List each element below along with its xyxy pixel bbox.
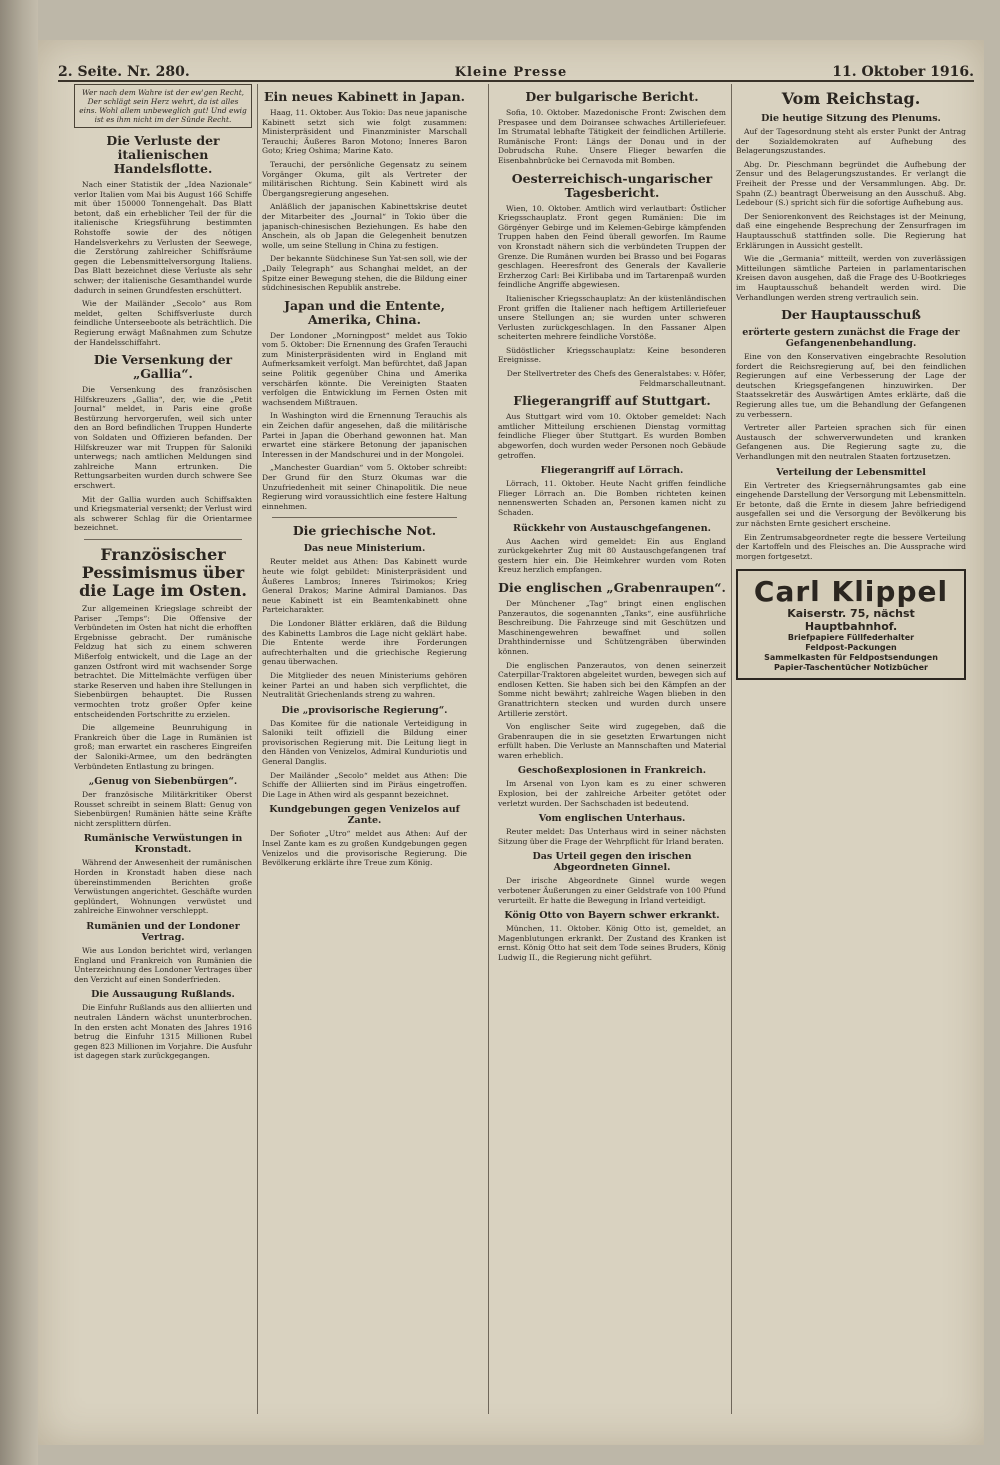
article-heading: Der bulgarische Bericht. bbox=[525, 89, 699, 104]
article-text: Sofia, 10. Oktober. Mazedonische Front: Zwischen dem Prespasee und dem Doiransee schwaches Artilleriefeuer. Im Strumatal lebhafte Tätigkeit der feindlichen Artillerie. Rumänische Front: Längs der Donau und in der Dobrudscha Ruhe. Unsere Flieger bewarfen die Eisenbahnbrücke bei Cernavoda mit Bomben. bbox=[498, 108, 726, 165]
article-text: Der Sofioter „Utro“ meldet aus Athen: Auf der Insel Zante kam es zu großen Kundgebungen gegen Venizelos und die provisorische Regierung. Die Bevölkerung erklärte ihre Treue zum König. bbox=[262, 829, 467, 868]
article-subheading: Vom englischen Unterhaus. bbox=[538, 813, 686, 825]
article-text: Eine von den Konservativen eingebrachte Resolution fordert die Reichsregierung auf, bei den feindlichen Regierungen auf eine Verbesserung der Lage der deutschen Kriegsgefangenen hinzuwirken. Der Staatssekretär des Auswärtigen Amtes erklärte, daß die Regierung alles tue, um die Behandlung der Gefangenen zu verbessern. bbox=[736, 352, 966, 419]
article-subheading: Das Urteil gegen den irischen Abgeordneten Ginnel. bbox=[532, 851, 692, 874]
page-label: 2. Seite. bbox=[58, 64, 123, 80]
article-text: Aus Stuttgart wird vom 10. Oktober gemeldet: Nach amtlicher Mitteilung erschienen Dienstag vormittag feindliche Flieger über Stuttgart. Es wurden Bomben abgeworfen, doch wurden weder Personen noch Gebäude getroffen. bbox=[498, 412, 726, 460]
article-text: Die allgemeine Beunruhigung in Frankreich über die Lage in Rumänien ist groß; man erwartet ein rascheres Eingreifen der Saloniki-Armee, um den bedrängten Verbündeten Entlastung zu bringen. bbox=[74, 723, 252, 771]
article-text: Während der Anwesenheit der rumänischen Horden in Kronstadt haben diese nach übereinstimmenden Berichten große Verwüstungen angerichtet. Geschäfte wurden geplündert, Wohnungen verwüstet und zahlreiche Einwohner verschleppt. bbox=[74, 858, 252, 916]
article-text: Reuter meldet: Das Unterhaus wird in seiner nächsten Sitzung über die Frage der Wehrpflicht für Irland beraten. bbox=[498, 827, 726, 846]
article-text: Mit der Gallia wurden auch Schiffsakten und Kriegsmaterial versenkt; der Verlust wird als schwerer Schlag für die Orientarmee bezeichnet. bbox=[74, 494, 252, 533]
divider bbox=[84, 539, 242, 540]
page-number-label bbox=[58, 64, 190, 80]
article-text: Die englischen Panzerautos, von denen seinerzeit Caterpillar-Traktoren abgeleitet wurden, bewegen sich auf endlosen Ketten. Sie haben sich bei den Kämpfen an der Somme nicht bewährt; zahlreiche Wagen blieben in den Granattrichtern stecken und wurden durch unsere Artillerie zerstört. bbox=[498, 660, 726, 718]
article-text: Der bekannte Südchinese Sun Yat-sen soll, wie der „Daily Telegraph“ aus Schanghai meldet, an der Spitze einer Bewegung stehen, die die Bildung einer südchinesischen Republik anstrebe. bbox=[262, 254, 467, 293]
article-text: Der Mailänder „Secolo“ meldet aus Athen: Die Schiffe der Alliierten sind im Piräus eingetroffen. Die Lage in Athen wird als gespannt bezeichnet. bbox=[262, 770, 467, 799]
article-text: Die Versenkung des französischen Hilfskreuzers „Gallia“, der, wie die „Petit Journal“ meldet, in Paris eine große Bestürzung hervorgerufen, weil sich unter den an Bord befindlichen Truppen Hunderte von Soldaten und Offizieren befanden. Der Hilfskreuzer war mit Truppen für Saloniki unterwegs; nach amtlichen Meldungen sind zahlreiche Mann ertrunken. Die Rettungsarbeiten wurden durch schwere See erschwert. bbox=[74, 385, 252, 491]
ad-address: Kaiserstr. 75, nächst Hauptbahnhof. bbox=[787, 607, 915, 634]
advertisement-box bbox=[736, 569, 966, 680]
article-text: Lörrach, 11. Oktober. Heute Nacht griffen feindliche Flieger Lörrach an. Die Bomben richteten keinen nennenswerten Schaden an, Personen kamen nicht zu Schaden. bbox=[498, 479, 726, 517]
article-heading: Französischer Pessimismus über die Lage im Osten. bbox=[79, 545, 247, 600]
column-3 bbox=[498, 84, 726, 1414]
article-text: Der Stellvertreter des Chefs des Generalstabes: v. Höfer, Feldmarschalleutnant. bbox=[506, 369, 726, 388]
masthead: Kleine Presse bbox=[454, 65, 568, 80]
column-rule bbox=[257, 84, 258, 1414]
article-text: Die Londoner Blätter erklären, daß die Bildung des Kabinetts Lambros die Lage nicht geklärt habe. Die Entente werde ihre Forderungen aufrechterhalten und die griechische Regierung genau überwachen. bbox=[262, 618, 467, 667]
article-text: Von englischer Seite wird zugegeben, daß die Grabenraupen die in sie gesetzten Erwartungen nicht erfüllt haben. Die Verluste an Mannschaften und Material waren erheblich. bbox=[498, 722, 726, 760]
column-1 bbox=[74, 84, 252, 1414]
article-text: Italienischer Kriegsschauplatz: An der küstenländischen Front griffen die Italiener nach heftigem Artilleriefeuer unsere Stellungen an; sie wurden unter schweren Verlusten zurückgeschlagen. In den Fassaner Alpen scheiterten mehrere feindliche Vorstöße. bbox=[498, 293, 726, 342]
article-text: Das Komitee für die nationale Verteidigung in Saloniki teilt offiziell die Bildung einer provisorischen Regierung mit. Die Leitung liegt in den Händen von Venizelos, Admiral Kunduriotis und General Danglis. bbox=[262, 718, 467, 767]
column-4 bbox=[736, 84, 966, 1414]
article-text: Anläßlich der japanischen Kabinettskrise deutet der Mitarbeiter des „Journal“ in Tokio über die japanisch-chinesischen Beziehungen. Es habe den Anschein, als ob Japan die Gelegenheit benutzen wolle, um seine Stellung in China zu festigen. bbox=[262, 202, 467, 250]
article-subheading: „Genug von Siebenbürgen“. bbox=[88, 776, 238, 788]
article-subheading: Die heutige Sitzung des Plenums. bbox=[761, 113, 941, 124]
article-text: Vertreter aller Parteien sprachen sich für einen Austausch der schwerverwundeten und kranken Gefangenen aus. Die Regierung sagte zu, die Verhandlungen mit den neutralen Staaten fortzusetzen. bbox=[736, 423, 966, 462]
article-subheading: Die Aussaugung Rußlands. bbox=[91, 989, 235, 1001]
article-heading: Japan und die Entente, Amerika, China. bbox=[284, 297, 445, 327]
article-text: Südöstlicher Kriegsschauplatz: Keine besonderen Ereignisse. bbox=[498, 345, 726, 365]
issue-number: Nr. 280. bbox=[126, 64, 190, 80]
article-subheading: Fliegerangriff auf Lörrach. bbox=[540, 465, 684, 477]
article-text: Reuter meldet aus Athen: Das Kabinett wurde heute wie folgt gebildet: Ministerpräsident und Äußeres Lambros; Inneres Tsirimokos; Krieg General Drakos; Marine Admiral Damianos. Das neue Kabinett ist ein Beamtenkabinett ohne Parteicharakter. bbox=[262, 557, 467, 615]
issue-date: 11. Oktober 1916. bbox=[832, 64, 974, 80]
ad-line: Papier-Taschentücher Notizbücher bbox=[774, 663, 928, 673]
ad-line: Sammelkasten für Feldpostsendungen bbox=[764, 653, 938, 663]
article-text: München, 11. Oktober. König Otto ist, gemeldet, an Magenblutungen erkrankt. Der Zustand des Kranken ist ernst. König Otto hat seit dem Tode seines Bruders, König Ludwig II., die Regierung nicht geführt. bbox=[498, 924, 726, 962]
article-text: Aus Aachen wird gemeldet: Ein aus England zurückgekehrter Zug mit 80 Austauschgefangenen traf gestern hier ein. Die Heimkehrer wurden vom Roten Kreuz herzlich empfangen. bbox=[498, 536, 726, 575]
article-subheading: Kundgebungen gegen Venizelos auf Zante. bbox=[269, 804, 460, 827]
article-text: Der französische Militärkritiker Oberst Rousset schreibt in seinem Blatt: Genug von Siebenbürgen! Rumänien hätte seine Kräfte nicht zersplittern dürfen. bbox=[74, 790, 252, 828]
ad-line: Feldpost-Packungen bbox=[805, 643, 897, 653]
article-text: Die Mitglieder des neuen Ministeriums gehören keiner Partei an und haben sich verpflichtet, die Neutralität Griechenlands streng zu wahren. bbox=[262, 670, 467, 700]
article-subheading: König Otto von Bayern schwer erkrankt. bbox=[504, 910, 720, 922]
poem-box: Wer nach dem Wahre ist der ew'gen Recht, Der schlägt sein Herz wehrt, da ist alles eins. Wohl allem unbeweglich gut! Und ewig ist es ihm nicht im der Sünde Recht. bbox=[74, 84, 252, 128]
article-subheading: Rumänische Verwüstungen in Kronstadt. bbox=[83, 833, 243, 856]
column-rule bbox=[731, 84, 732, 1414]
article-text: Ein Zentrumsabgeordneter regte die bessere Verteilung der Kartoffeln und des Fleisches an. Die Aussprache wird morgen fortgesetzt. bbox=[736, 532, 966, 561]
article-text: Nach einer Statistik der „Idea Nazionale“ verlor Italien vom Mai bis August 166 Schiffe mit über 150000 Tonnengehalt. Das Blatt betont, daß ein erheblicher Teil der für die italienische Kriegsführung bestimmten Rohstoffe sowie der des nötigen Handelsverkehrs zu Verlusten der Seewege, die Zerstörung zahlreicher Schiffsräume gegen die Lebensmittelversorgung Italiens. Das Blatt bezeichnet diese Verluste als sehr schwer; der italienische Gesamthandel wurde dadurch in seinen Grundfesten erschüttert. bbox=[74, 180, 252, 295]
article-subheading: Die „provisorische Regierung“. bbox=[281, 704, 448, 716]
article-text: Auf der Tagesordnung steht als erster Punkt der Antrag der Sozialdemokraten auf Aufhebung des Belagerungszustandes. bbox=[736, 127, 966, 156]
article-subheading: Das neue Ministerium. bbox=[303, 543, 426, 555]
article-text: Der Münchener „Tag“ bringt einen englischen Panzerautos, die sogenannten „Tanks“, eine ausführliche Beschreibung. Die Fahrzeuge sind mit Geschützen und Maschinengewehren bewaffnet und sollen Drahthindernisse und Schützengräben überwinden können. bbox=[498, 598, 726, 656]
article-heading: Ein neues Kabinett in Japan. bbox=[263, 89, 466, 104]
article-text: Der Seniorenkonvent des Reichstages ist der Meinung, daß eine eingehende Besprechung der Zensurfragen im Hauptausschuß stattfinden solle. Die Regierung hat Erklärungen in Aussicht gestellt. bbox=[736, 211, 966, 250]
article-text: Im Arsenal von Lyon kam es zu einer schweren Explosion, bei der zahlreiche Arbeiter getötet oder verletzt wurden. Der Sachschaden ist bedeutend. bbox=[498, 779, 726, 808]
article-text: Wie die „Germania“ mitteilt, werden von zuverlässigen Mitteilungen sämtliche Parteien in parlamentarischen Kreisen davon ausgehen, daß die Frage des U-Bootkrieges im Hauptausschuß behandelt werden wird. Die Verhandlungen werden streng vertraulich sein. bbox=[736, 254, 966, 302]
article-text: Terauchi, der persönliche Gegensatz zu seinem Vorgänger Okuma, gilt als Vertreter der militärischen Richtung. Sein Kabinett wird als Übergangsregierung angesehen. bbox=[262, 159, 467, 198]
page-header bbox=[58, 58, 974, 82]
article-text: Zur allgemeinen Kriegslage schreibt der Pariser „Temps“: Die Offensive der Verbündeten im Osten hat nicht die erhofften Ergebnisse gebracht. Der rumänische Feldzug hat sich zu einem schweren Mißerfolg entwickelt, und die Lage an der ganzen Ostfront wird mit wachsender Sorge betrachtet. Die Mittelmächte verfügen über starke Reserven und haben ihre Stellungen in Siebenbürgen behauptet. Die Russen vermochten trotz großer Opfer keine entscheidenden Fortschritte zu erzielen. bbox=[74, 604, 252, 719]
article-heading: Vom Reichstag. bbox=[781, 89, 921, 108]
article-text: Der irische Abgeordnete Ginnel wurde wegen verbotener Äußerungen zu einer Geldstrafe von 100 Pfund verurteilt. Er hatte die Bewegung in Irland verteidigt. bbox=[498, 876, 726, 905]
article-heading: Fliegerangriff auf Stuttgart. bbox=[513, 393, 711, 409]
article-heading: Die englischen „Grabenraupen“. bbox=[498, 579, 726, 595]
article-text: Ein Vertreter des Kriegsernährungsamtes gab eine eingehende Darstellung der Versorgung mit Lebensmitteln. Er betonte, daß die Ernte in diesem Jahre befriedigend ausgefallen sei und die Versorgung der Bevölkerung bis zur nächsten Ernte gesichert erscheine. bbox=[736, 480, 966, 528]
article-text: Haag, 11. Oktober. Aus Tokio: Das neue japanische Kabinett setzt sich wie folgt zusammen: Ministerpräsident und Finanzminister Marschall Terauchi; Äußeres Baron Motono; Inneres Baron Goto; Krieg Oshima; Marine Kato. bbox=[262, 108, 467, 156]
article-text: „Manchester Guardian“ vom 5. Oktober schreibt: Der Grund für den Sturz Okumas war die Unzufriedenheit mit seiner Chinapolitik. Die neue Regierung wird voraussichtlich eine festere Haltung einnehmen. bbox=[262, 463, 467, 511]
article-heading: Die Verluste der italienischen Handelsflotte. bbox=[106, 133, 220, 176]
article-text: Die Einfuhr Rußlands aus den alliierten und neutralen Ländern wächst ununterbrochen. In den ersten acht Monaten des Jahres 1916 betrug die Einfuhr 1315 Millionen Rubel gegen 823 Millionen im Vorjahre. Die Ausfuhr ist dagegen stark zurückgegangen. bbox=[74, 1003, 252, 1061]
article-subheading: Rumänien und der Londoner Vertrag. bbox=[86, 921, 240, 944]
article-subheading: Geschoßexplosionen in Frankreich. bbox=[517, 765, 707, 777]
article-heading: Oesterreichisch-ungarischer Tagesbericht. bbox=[511, 170, 713, 200]
ad-line: Briefpapiere Füllfederhalter bbox=[787, 633, 915, 643]
article-subheading: erörterte gestern zunächst die Frage der Gefangenenbehandlung. bbox=[742, 327, 960, 350]
article-subheading: Verteilung der Lebensmittel bbox=[776, 466, 926, 478]
article-text: Wie der Mailänder „Secolo“ aus Rom meldet, gelten Schiffsverluste durch feindliche Unterseeboote als beträchtlich. Die Regierung erwägt Maßnahmen zum Schutze der Handelsschiffahrt. bbox=[74, 299, 252, 347]
column-rule bbox=[488, 84, 489, 1414]
ad-company-name: Carl Klippel bbox=[753, 575, 949, 609]
book-spine bbox=[0, 0, 38, 1465]
article-text: Wien, 10. Oktober. Amtlich wird verlautbart: Östlicher Kriegsschauplatz. Front gegen Rumänien: Die im Görgényer Gebirge und im Kelemen-Gebirge kämpfenden Truppen haben den Feind überall geworfen. Im Raume von Kronstadt nähern sich die verbündeten Truppen der Grenze. Die Rumänen wurden bei Brasso und bei Fogaras geschlagen. Heeresfront des Generals der Kavallerie Erzherzog Carl: Bei Kirlibaba und im Tartarenpaß wurden feindliche Angriffe abgewiesen. bbox=[498, 203, 726, 290]
article-heading: Die Versenkung der „Gallia“. bbox=[93, 352, 233, 382]
article-text: Der Londoner „Morningpost“ meldet aus Tokio vom 5. Oktober: Die Ernennung des Grafen Terauchi zum Ministerpräsidenten wird in England mit Aufmerksamkeit verfolgt. Man befürchtet, daß Japan seine Politik gegenüber China und Amerika verschärfen könnte. Die Vereinigten Staaten verfolgen die Entwicklung im Fernen Osten mit wachsendem Mißtrauen. bbox=[262, 330, 467, 407]
article-subheading: Rückkehr von Austauschgefangenen. bbox=[513, 522, 711, 534]
article-text: Abg. Dr. Pieschmann begründet die Aufhebung der Zensur und des Belagerungszustandes. Er verlangt die Freiheit der Presse und der Versammlungen. Abg. Dr. Spahn (Z.) beantragt Überweisung an den Ausschuß. Abg. Ledebour (S.) spricht sich für die sofortige Aufhebung aus. bbox=[736, 159, 966, 208]
article-heading: Der Hauptausschuß bbox=[781, 307, 921, 323]
article-text: Wie aus London berichtet wird, verlangen England und Frankreich von Rumänien die Unterzeichnung des Londoner Vertrages über den Verzicht auf einen Sonderfrieden. bbox=[74, 946, 252, 984]
column-2 bbox=[262, 84, 467, 1414]
article-heading: Die griechische Not. bbox=[292, 523, 437, 539]
article-text: In Washington wird die Ernennung Terauchis als ein Zeichen dafür angesehen, daß die militärische Partei in Japan die Oberhand gewonnen hat. Man erwartet eine stärkere Betonung der japanischen Interessen in der Mandschurei und in der Mongolei. bbox=[262, 411, 467, 459]
divider bbox=[272, 517, 457, 518]
